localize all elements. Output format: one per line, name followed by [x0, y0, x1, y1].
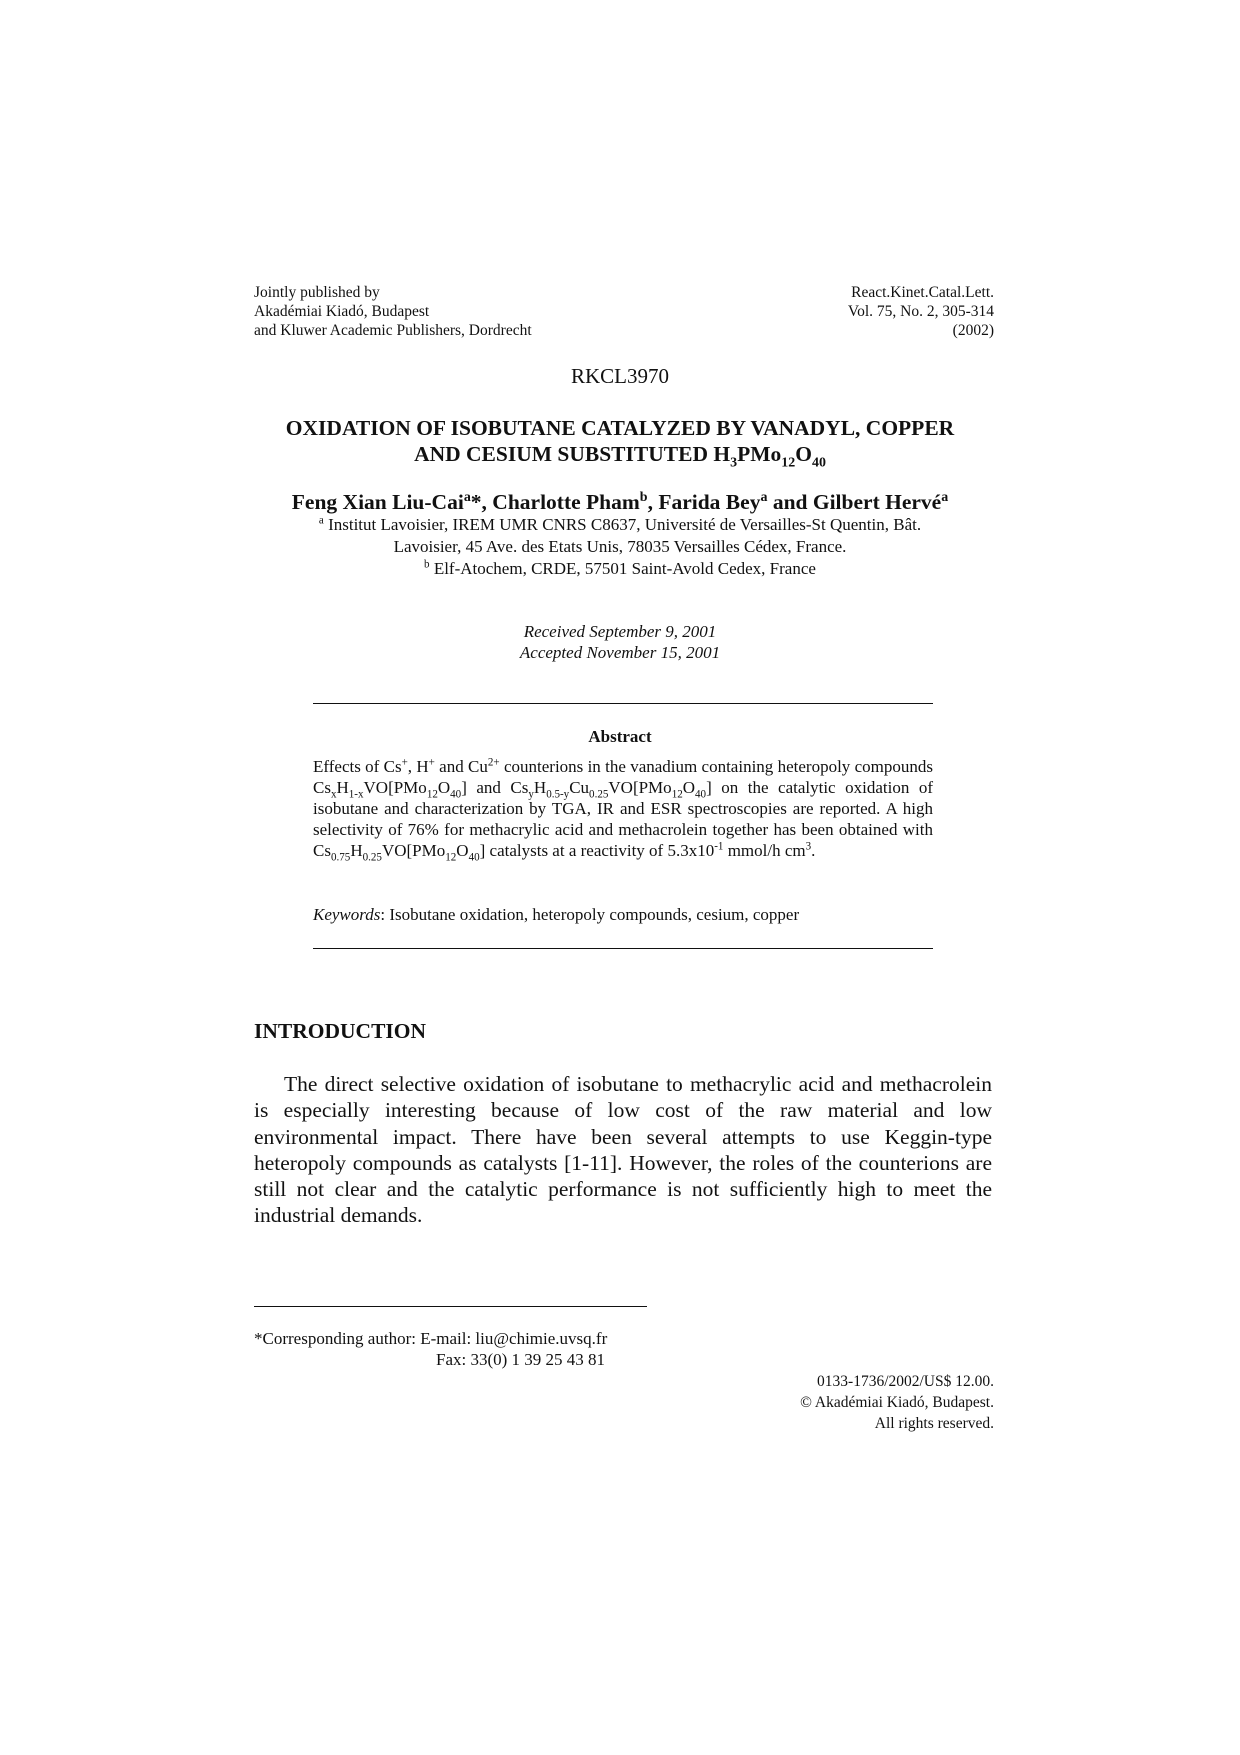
article-title	[230, 415, 1010, 471]
keywords-text: : Isobutane oxidation, heteropoly compounds, cesium, copper	[380, 905, 800, 924]
affiliation-b: $^b$ Elf-Atochem, CRDE, 57501 Saint-Avold Cedex, France	[424, 558, 816, 578]
copyright-line: © Akadémiai Kiadó, Budapest.	[800, 1394, 994, 1411]
footnote-email: *Corresponding author: E-mail: liu@chimie.uvsq.fr	[254, 1329, 608, 1348]
affiliations	[230, 514, 1010, 580]
abstract-bottom-rule	[313, 948, 933, 949]
publisher-line: Akadémiai Kiadó, Budapest	[254, 303, 430, 320]
introduction-paragraph: The direct selective oxidation of isobutane to methacrylic acid and methacrolein is especially interesting because of low cost of the raw material and low environmental impact. There have been several attempts to use Keggin-type heteropoly compounds as catalysts [1-11]. However, the roles of the counterions are still not clear and the catalytic performance is not sufficiently high to meet the industrial demands.	[254, 1072, 992, 1228]
title-line-1: OXIDATION OF ISOBUTANE CATALYZED BY VANADYL, COPPER	[285, 416, 955, 440]
title-line-2: AND CESIUM SUBSTITUTED $H_3PMo_{12}O_{40}$	[414, 442, 826, 471]
keywords	[313, 905, 933, 925]
keywords-label: Keywords	[313, 905, 381, 924]
author-name: Feng Xian Liu-Cai	[291, 490, 464, 514]
received-date: Received September 9, 2001	[523, 622, 717, 641]
article-code: RKCL3970	[570, 364, 669, 388]
introduction-heading: INTRODUCTION	[254, 1019, 427, 1043]
publisher-info	[254, 283, 532, 340]
publisher-line: and Kluwer Academic Publishers, Dordrecht	[254, 322, 532, 339]
journal-line: Vol. 75, No. 2, 305-314	[847, 303, 994, 320]
abstract-text: Effects of Cs+, H+ and $Cu^{2+}$ counterions in the vanadium containing heteropoly compounds $Cs_xH_{1-x}VO[PMo_{12}O_{40}]$ and $Cs_yH_{0.5-y}Cu_{0.25}VO[PMo_{12}O_{40}]$ on the catalytic oxidation of isobutane and characterization by TGA, IR and ESR spectroscopies are reported. A high selectivity of 76% for methacrylic acid and methacrolein together has been obtained with $Cs_{0.75}H_{0.25}VO[PMo_{12}O_{40}]$ catalysts at a reactivity of $5.3x10^{-1}$ mmol/h $cm^3$.	[313, 756, 934, 864]
copyright-line: All rights reserved.	[874, 1415, 994, 1432]
publisher-line: Jointly published by	[254, 284, 380, 301]
journal-line: (2002)	[952, 322, 994, 339]
footnote-rule	[254, 1306, 647, 1307]
journal-info	[848, 283, 994, 340]
copyright-line: 0133-1736/2002/US$ 12.00.	[817, 1373, 994, 1390]
author-name: Farida Bey	[658, 490, 761, 514]
author-list: Feng Xian Liu-Cai$^a$*, Charlotte Pham$^b$, Farida Bey$^a$ and Gilbert Hervé$^a$	[291, 489, 949, 514]
corresponding-author-footnote	[254, 1328, 607, 1370]
copyright-block	[800, 1371, 994, 1434]
accepted-date: Accepted November 15, 2001	[519, 643, 721, 662]
footnote-fax: Fax: 33(0) 1 39 25 43 81	[436, 1350, 606, 1369]
abstract-heading: Abstract	[588, 727, 652, 746]
abstract-top-rule	[313, 703, 933, 704]
journal-line: React.Kinet.Catal.Lett.	[851, 284, 994, 301]
affiliation-a: $^a$ Institut Lavoisier, IREM UMR CNRS C8637, Université de Versailles-St Quentin, Bât.	[318, 514, 922, 534]
author-name: Charlotte Pham	[492, 490, 640, 514]
affiliation-a-cont: Lavoisier, 45 Ave. des Etats Unis, 78035 Versailles Cédex, France.	[393, 537, 847, 556]
author-name: Gilbert Hervé	[812, 490, 942, 514]
article-dates	[0, 621, 1240, 663]
